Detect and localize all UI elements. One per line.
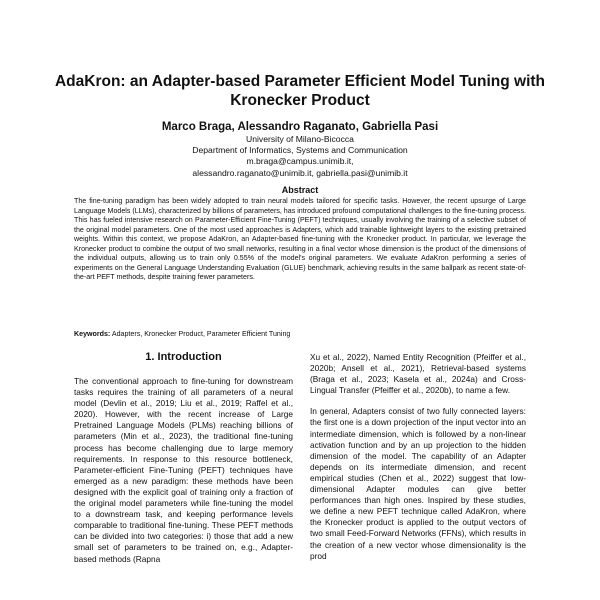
title-line-2: Kronecker Product [230,92,370,109]
right-paragraph-1: Xu et al., 2022), Named Entity Recognition (Pfeiffer et al., 2020b; Ansell et al., 2021), Retrieval-based systems (Braga et al., 2023; Kasela et al., 2024a) and Cross-Lingual Transfer (Pfeiffer et al., 2020b), to name a few. [310,352,526,396]
keywords-list: Adapters, Kronecker Product, Parameter Efficient Tuning [111,330,291,338]
section-heading-introduction: 1. Introduction [145,351,222,363]
keywords-line [74,330,526,340]
intro-paragraph-1: The conventional approach to fine-tuning for downstream tasks requires the training of all parameters of a neural model (Devlin et al., 2019; Liu et al., 2019; Raffel et al., 2020). However, with the recent increase of Large Pretrained Language Models (PLMs) reaching billions of parameters (Min et al., 2023), the traditional fine-tuning process has become challenging due to large memory requirements. In response to this resource bottleneck, Parameter-efficient Fine-Tuning (PEFT) techniques have emerged as a new paradigm: these methods have been designed with the explicit goal of training only a fraction of the original model parameters while fine-tuning the model to a downstream task, and keeping performance levels comparable to traditional fine-tuning. These PEFT methods can be divided into two categories: i) those that add a new small set of parameters to be trained on, e.g., Adapter-based methods (Rapna [74,376,293,564]
paragraph-gap [310,396,526,406]
right-column [310,352,526,562]
right-paragraph-2: In general, Adapters consist of two fully connected layers: the first one is a down projection of the input vector into an intermediate dimension, which is followed by a non-linear activation function and by an up projection to the hidden dimension of the model. The capability of an Adapter depends on its intermediate dimension, and recent empirical studies (Chen et al., 2022) suggest that low-dimensional Adapter modules can give better performances than high ones. Inspired by these studies, we define a new PEFT technique called AdaKron, where the Kronecker product is applied to the output vectors of two small Feed-Forward Networks (FFNs), which results in the creation of a new vector whose dimensionality is the prod [310,406,526,561]
university-name: University of Milano-Bicocca [246,134,354,144]
left-column [74,376,293,565]
keywords-label: Keywords: [74,330,111,338]
department-name: Department of Informatics, Systems and Communication [192,145,408,156]
author-list: Marco Braga, Alessandro Raganato, Gabriella Pasi [161,121,439,133]
title-line-1: AdaKron: an Adapter-based Parameter Efficient Model Tuning with [54,73,546,90]
paper-title [40,72,560,110]
abstract-heading: Abstract [281,185,319,195]
author-email-1: m.braga@campus.unimib.it, [246,156,354,167]
affiliation-block [60,134,540,179]
author-email-2: alessandro.raganato@unimib.it, gabriella.pasi@unimib.it [192,167,408,178]
abstract-text: The fine-tuning paradigm has been widely adopted to train neural models tailored for specific tasks. However, the recent upsurge of Large Language Models (LLMs), characterized by billions of parameters, has introduced profound computational challenges to the fine-tuning process. This has fueled intensive research on Parameter-Efficient Fine-Tuning (PEFT) techniques, usually involving the training of a selective subset of the original model parameters. One of the most used approaches is Adapters, which add trainable lightweight layers to the existing pretrained weights. Within this context, we propose AdaKron, an Adapter-based fine-tuning with the Kronecker product. In particular, we leverage the Kronecker product to combine the output of two small networks, resulting in a final vector whose dimension is the product of the dimensions of the individual outputs, allowing us to train only 0.55% of the model's original parameters. We evaluate AdaKron performing a series of experiments on the General Language Understanding Evaluation (GLUE) benchmark, achieving results in the same ballpark as recent state-of-the-art PEFT methods, despite training fewer parameters. [74,197,526,282]
